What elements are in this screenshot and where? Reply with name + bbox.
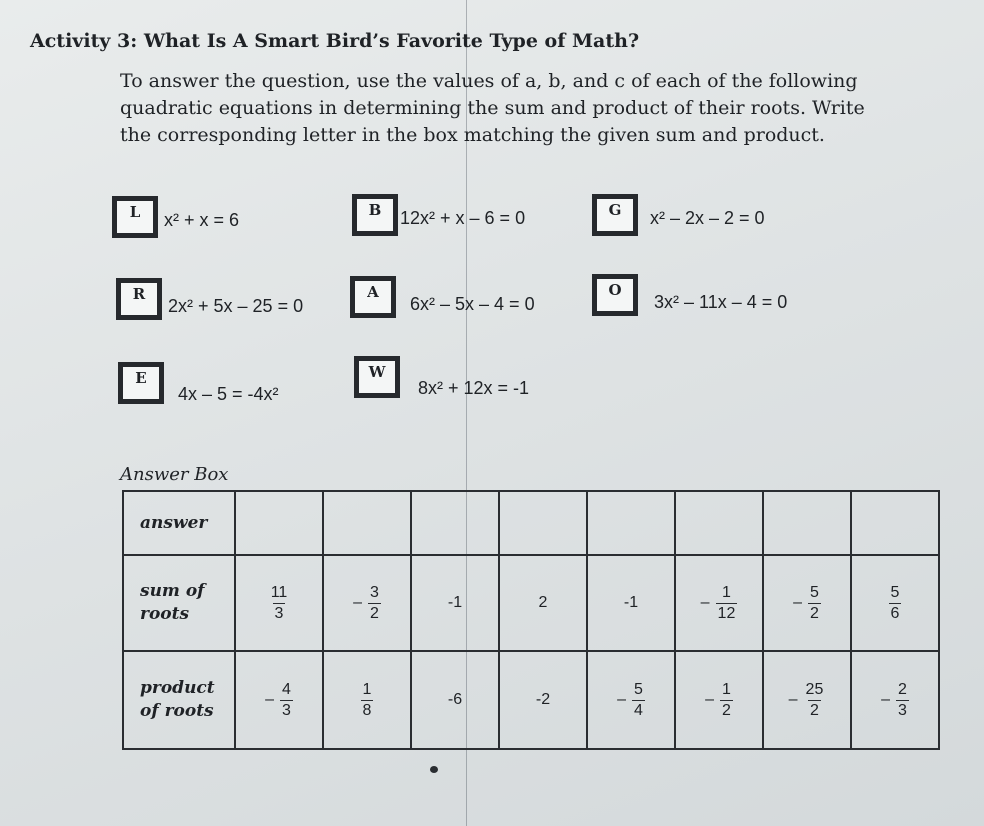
answer-cell[interactable] <box>587 491 675 555</box>
sum-row-header <box>123 555 235 651</box>
cell-value: -2 <box>535 691 551 708</box>
header-line: sum of <box>140 581 205 601</box>
instruction-line: quadratic equations in determining the sum and product of their roots. Write <box>120 97 865 119</box>
product-cell <box>763 651 851 749</box>
minus-sign: – <box>705 691 714 708</box>
letter: L <box>129 203 141 221</box>
activity-title: Activity 3: What Is A Smart Bird’s Favorite Type of Math? <box>30 30 640 52</box>
answer-row-header: answer <box>123 491 235 555</box>
fraction-body <box>716 583 738 624</box>
equation-text: 6x² – 5x – 4 = 0 <box>410 294 535 314</box>
letter: W <box>368 363 386 381</box>
numerator: 3 <box>370 583 379 601</box>
equation-text: 4x – 5 = -4x² <box>178 384 279 404</box>
letter: E <box>135 369 147 387</box>
denominator: 8 <box>362 701 372 719</box>
sum-cell <box>675 555 763 651</box>
sum-cell <box>763 555 851 651</box>
numerator: 4 <box>282 680 291 698</box>
equation-item-a <box>350 276 535 318</box>
equation-item-w <box>354 356 529 399</box>
fraction-body <box>632 680 645 721</box>
letter-box <box>354 356 400 398</box>
fraction <box>269 583 290 624</box>
equation-item-l <box>112 196 239 238</box>
product-cell <box>411 651 499 749</box>
denominator: 3 <box>282 701 291 719</box>
product-cell <box>235 651 323 749</box>
numerator: 5 <box>810 583 819 601</box>
letter-box <box>112 196 158 238</box>
denominator: 2 <box>370 604 379 622</box>
equation-item-o <box>592 274 787 316</box>
fraction <box>789 680 826 721</box>
fraction <box>353 583 381 624</box>
letter-box <box>116 278 162 320</box>
fraction-body <box>361 680 374 721</box>
sum-cell <box>587 555 675 651</box>
product-cell <box>675 651 763 749</box>
equation-item-g <box>592 194 765 236</box>
fraction <box>705 680 733 721</box>
fraction <box>701 583 738 624</box>
sum-cell <box>323 555 411 651</box>
equation-text: 3x² – 11x – 4 = 0 <box>654 292 788 312</box>
minus-sign: – <box>788 691 798 708</box>
product-cell <box>851 651 939 749</box>
numerator: 2 <box>898 680 907 698</box>
fraction-body <box>808 583 821 624</box>
denominator: 3 <box>898 701 907 719</box>
minus-sign: – <box>793 594 802 611</box>
numerator: 1 <box>721 583 731 601</box>
fraction-body <box>269 583 290 624</box>
numerator: 5 <box>634 680 643 698</box>
answer-cell[interactable] <box>675 491 763 555</box>
sum-row <box>123 555 939 651</box>
fraction-body <box>368 583 381 624</box>
sum-cell <box>235 555 323 651</box>
letter-box <box>118 362 164 404</box>
letter-box <box>592 194 638 236</box>
fraction-body <box>896 680 909 721</box>
product-row <box>123 651 939 749</box>
denominator: 12 <box>717 604 736 622</box>
minus-sign: – <box>881 691 890 708</box>
fraction <box>793 583 821 624</box>
letter: O <box>608 281 622 299</box>
numerator: 5 <box>890 583 900 601</box>
numerator: 11 <box>270 583 288 601</box>
equation-text: 8x² + 12x = -1 <box>418 378 530 398</box>
answer-cell[interactable] <box>235 491 323 555</box>
fraction-body <box>280 680 293 721</box>
equation-item-r <box>116 278 303 320</box>
letter: G <box>608 201 622 219</box>
ink-dot <box>430 766 438 773</box>
letter-box <box>352 194 398 236</box>
denominator: 2 <box>722 701 731 719</box>
answer-table <box>122 490 940 750</box>
cell-value: -6 <box>447 691 463 708</box>
product-cell <box>587 651 675 749</box>
letter-box <box>592 274 638 316</box>
answer-row <box>123 491 939 555</box>
denominator: 4 <box>634 701 643 719</box>
fraction-body <box>804 680 826 721</box>
fraction <box>889 583 902 624</box>
answer-box-label: Answer Box <box>120 464 229 485</box>
product-cell <box>323 651 411 749</box>
header-line: product <box>140 678 215 698</box>
cell-value: -1 <box>623 594 639 611</box>
fraction <box>361 680 374 721</box>
denominator: 2 <box>810 604 819 622</box>
instruction-line: To answer the question, use the values of a, b, and c of each of the following <box>120 70 858 92</box>
minus-sign: – <box>265 691 274 708</box>
fraction-body <box>720 680 733 721</box>
answer-cell[interactable] <box>323 491 411 555</box>
denominator: 2 <box>809 701 819 719</box>
cell-value: 2 <box>538 594 548 611</box>
header-line: roots <box>140 604 190 624</box>
answer-cell[interactable] <box>763 491 851 555</box>
answer-cell[interactable] <box>411 491 499 555</box>
sum-cell <box>411 555 499 651</box>
equation-item-e <box>118 362 279 405</box>
minus-sign: – <box>353 594 362 611</box>
equation-text: 2x² + 5x – 25 = 0 <box>168 296 304 316</box>
product-row-header <box>123 651 235 749</box>
letter: B <box>368 201 382 219</box>
cell-value: -1 <box>447 594 463 611</box>
instruction-line: the corresponding letter in the box matching the given sum and product. <box>120 124 825 146</box>
instructions <box>120 68 910 149</box>
product-cell <box>499 651 587 749</box>
fraction <box>617 680 645 721</box>
equation-text: x² – 2x – 2 = 0 <box>650 208 765 228</box>
numerator: 1 <box>362 680 372 698</box>
letter: A <box>367 283 379 301</box>
minus-sign: – <box>617 691 626 708</box>
minus-sign: – <box>700 594 710 611</box>
numerator: 25 <box>805 680 824 698</box>
answer-cell[interactable] <box>851 491 939 555</box>
fraction <box>265 680 293 721</box>
sum-cell <box>851 555 939 651</box>
sum-cell <box>499 555 587 651</box>
equation-text: x² + x = 6 <box>164 210 240 230</box>
equation-item-b <box>352 194 525 236</box>
numerator: 1 <box>722 680 731 698</box>
letter: R <box>132 285 146 303</box>
fraction <box>881 680 909 721</box>
answer-cell[interactable] <box>499 491 587 555</box>
denominator: 6 <box>890 604 900 622</box>
letter-box <box>350 276 396 318</box>
denominator: 3 <box>274 604 284 622</box>
equation-text: 12x² + x – 6 = 0 <box>400 208 526 228</box>
header-line: of roots <box>140 701 214 721</box>
fraction-body <box>889 583 902 624</box>
